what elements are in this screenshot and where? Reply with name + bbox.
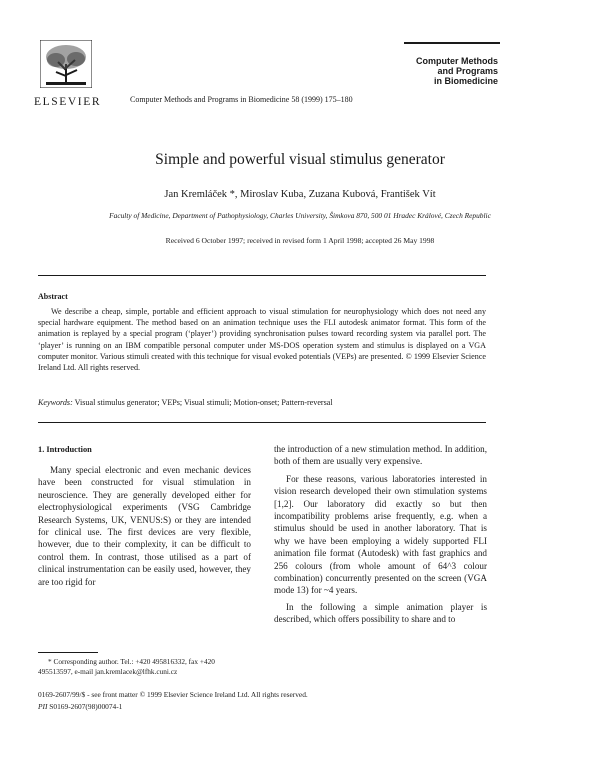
keywords-label: Keywords: xyxy=(38,398,73,407)
section-heading: 1. Introduction xyxy=(38,445,92,454)
right-column xyxy=(274,443,487,626)
affiliation: Faculty of Medicine, Department of Pathophysiology, Charles University, Šimkova 870, 500 01 Hradec Králové, Czech Republic xyxy=(109,211,491,220)
divider xyxy=(38,275,486,276)
body-paragraph: In the following a simple animation player is described, which offers possibility to share and to xyxy=(274,601,487,625)
publisher-logo xyxy=(34,40,102,108)
publisher-name: ELSEVIER xyxy=(34,96,102,108)
article-title: Simple and powerful visual stimulus generator xyxy=(155,151,445,168)
body-paragraph: For these reasons, various laboratories interested in vision research developed their own stimulation systems [1,2]. Our laboratory did exactly so but then incompatibility problems arise frequently, e.g. when a stimulus should be used in another laboratory. That is why we have been employing a widely supported FLI animation file format (Autodesk) with fast graphics and 256 colours (from whole amount of 64^3 colour combination) concurrently presented on the screen (VGA mode 13) for ~4 years. xyxy=(274,473,487,596)
footnote-rule xyxy=(38,652,98,653)
pii-label: PII xyxy=(38,702,48,711)
keywords-list: Visual stimulus generator; VEPs; Visual stimuli; Motion-onset; Pattern-reversal xyxy=(74,398,333,407)
pii-line xyxy=(38,702,122,711)
keywords xyxy=(38,398,486,407)
pii-value: S0169-2607(98)00074-1 xyxy=(49,702,123,711)
journal-masthead xyxy=(416,56,498,86)
body-paragraph: Many special electronic and even mechanic devices have been constructed for visual stimulation in neuroscience. They are generally developed either for electrophysiological experiments (VSG Cambridge Research Systems, UK, VENUS:S) or they are intended for clinical use. The first devices are very flexible, however, due to their complexity, it can be difficult to control them. In contrast, those utilised as a part of clinical instrumentation can be easily used, however, they are too rigid for xyxy=(38,465,251,587)
journal-citation: Computer Methods and Programs in Biomedicine 58 (1999) 175–180 xyxy=(130,95,353,104)
elsevier-tree-icon xyxy=(40,40,92,88)
divider xyxy=(38,422,486,423)
body-paragraph: the introduction of a new stimulation method. In addition, both of them are usually very expensive. xyxy=(274,444,487,467)
corresponding-author-footnote: * Corresponding author. Tel.: +420 495816332, fax +420 495513597, e-mail jan.kremlacek@lfhk.cuni.cz xyxy=(38,657,215,676)
masthead-line: in Biomedicine xyxy=(433,76,498,86)
masthead-line: Computer Methods xyxy=(416,56,498,66)
abstract-heading: Abstract xyxy=(38,292,68,301)
author-list: Jan Kremláček *, Miroslav Kuba, Zuzana Kubová, František Vít xyxy=(164,189,436,200)
left-column xyxy=(38,464,251,588)
masthead-rule xyxy=(404,42,500,44)
masthead-line: and Programs xyxy=(437,66,498,76)
article-dates: Received 6 October 1997; received in revised form 1 April 1998; accepted 26 May 1998 xyxy=(165,236,435,245)
issn-line: 0169-2607/99/$ - see front matter © 1999 Elsevier Science Ireland Ltd. All rights reserved. xyxy=(38,690,308,699)
abstract-text: We describe a cheap, simple, portable and efficient approach to visual stimulation for neurophysiology which does not need any special hardware equipment. The method based on an animation technique uses the FLI autodesk animator format. This form of the animation is replayed by a special program (‘player’) providing synchronisation pulses toward recording system via parallel port. The ‘player’ is running on an IBM compatible personal computer under MS-DOS operation system and stimulus is displayed on a VGA computer monitor. Various stimuli created with this technique for visual evoked potentials (VEPs) are presented. © 1999 Elsevier Science Ireland Ltd. All rights reserved. xyxy=(38,307,486,373)
